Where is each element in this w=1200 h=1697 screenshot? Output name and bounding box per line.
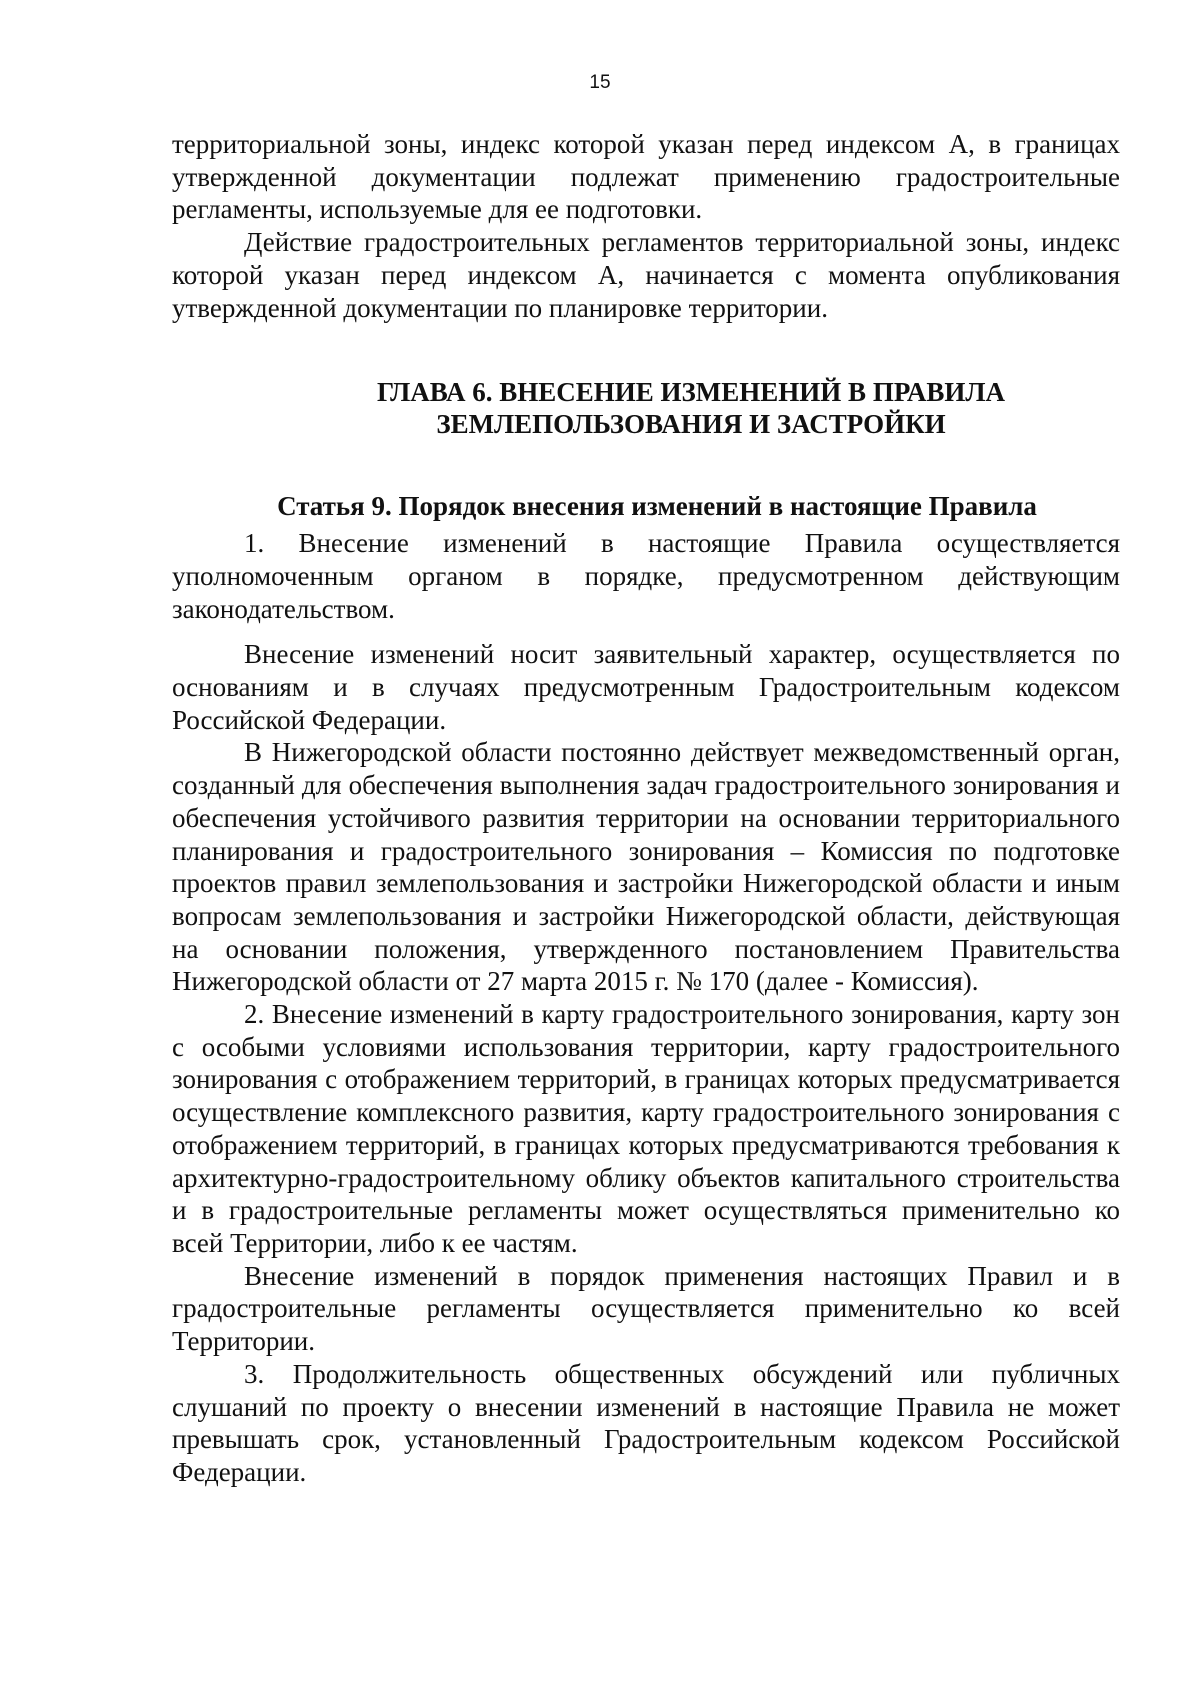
paragraph-gap bbox=[172, 625, 1120, 638]
paragraph: 3. Продолжительность общественных обсуждений или публичных слушаний по проекту о внесении изменений в настоящие Правила не может превышать срок, установленный Градостроительным кодексом Российской Федерации. bbox=[172, 1358, 1120, 1487]
paragraph: Внесение изменений в порядок применения настоящих Правил и в градостроительные регламенты осуществляется применительно ко всей Территории. bbox=[172, 1260, 1120, 1357]
paragraph: В Нижегородской области постоянно действует межведомственный орган, созданный для обеспечения выполнения задач градостроительного зонирования и обеспечения устойчивого развития территории на основании территориального планирования и градостроительного зонирования – Комиссия по подготовке проектов правил землепользования и застройки Нижегородской области и иным вопросам землепользования и застройки Нижегородской области, действующая на основании положения, утвержденного постановлением Правительства Нижегородской области от 27 марта 2015 г. № 170 (далее - Комиссия). bbox=[172, 737, 1120, 997]
paragraph: Внесение изменений носит заявительный характер, осуществляется по основаниям и в случаях предусмотренным Градостроительным кодексом Российской Федерации. bbox=[172, 639, 1120, 735]
paragraph: 2. Внесение изменений в карту градостроительного зонирования, карту зон с особыми условиями использования территории, карту градостроительного зонирования с отображением территорий, в границах которых предусматривается осуществление комплексного развития, карту градостроительного зонирования с отображением территорий, в границах которых предусматриваются требования к архитектурно-градостроительному облику объектов капитального строительства и в градостроительные регламенты может осуществляться применительно ко всей Территории, либо к ее частям. bbox=[172, 999, 1120, 1258]
paragraph: Действие градостроительных регламентов территориальной зоны, индекс которой указан перед индексом А, начинается с момента опубликования утвержденной документации по планировке территории. bbox=[172, 227, 1120, 323]
page-number: 15 bbox=[589, 72, 611, 93]
article-heading: Статья 9. Порядок внесения изменений в настоящие Правила bbox=[277, 491, 1037, 522]
paragraph: 1. Внесение изменений в настоящие Правила осуществляется уполномоченным органом в порядке, предусмотренном действующим законодательством. bbox=[172, 528, 1120, 624]
chapter-heading bbox=[172, 376, 1120, 440]
chapter-heading-line: ЗЕМЛЕПОЛЬЗОВАНИЯ И ЗАСТРОЙКИ bbox=[436, 409, 946, 440]
chapter-heading-line: ГЛАВА 6. ВНЕСЕНИЕ ИЗМЕНЕНИЙ В ПРАВИЛА bbox=[376, 377, 1005, 408]
document-body bbox=[172, 128, 1120, 1489]
paragraph-continuation: территориальной зоны, индекс которой указан перед индексом А, в границах утвержденной документации подлежат применению градостроительные регламенты, используемые для ее подготовки. bbox=[172, 129, 1120, 225]
